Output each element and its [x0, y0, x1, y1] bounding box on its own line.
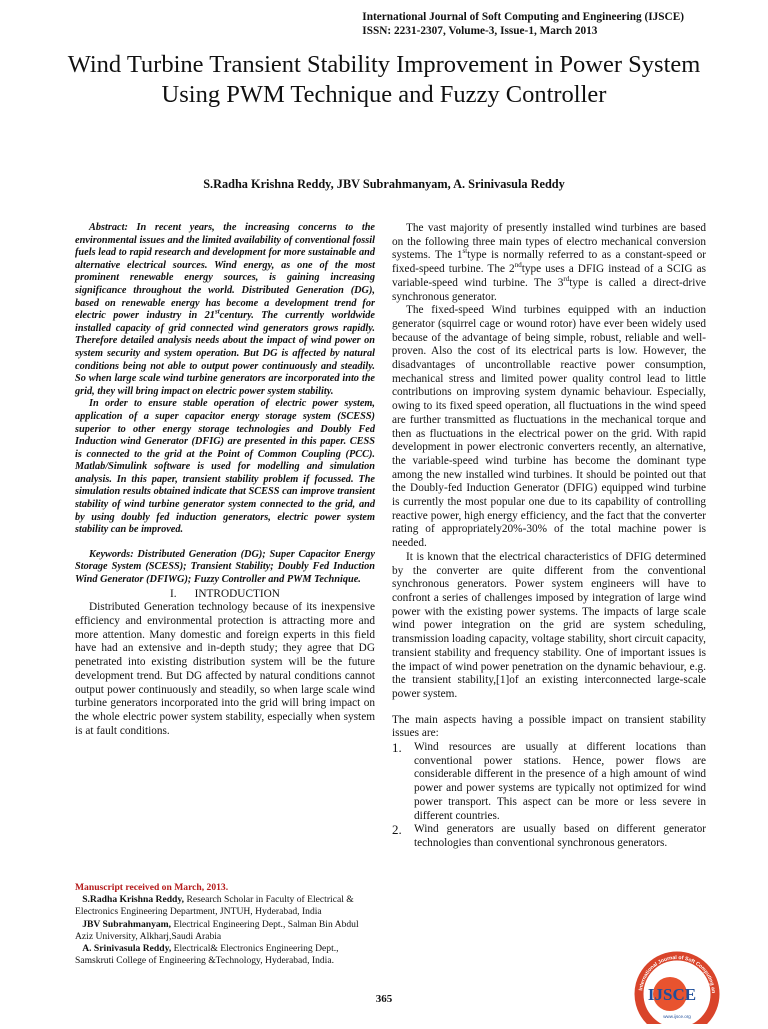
superscript: rd	[563, 275, 570, 284]
left-column	[75, 222, 375, 738]
logo-url: www.ijsce.org	[663, 1014, 691, 1019]
superscript: st	[462, 247, 468, 256]
right-column	[392, 222, 706, 851]
body-paragraph-4: The main aspects having a possible impact on transient stability issues are:	[392, 713, 706, 740]
logo-icon	[630, 948, 724, 1024]
impact-list	[392, 741, 706, 851]
footnote-author-1	[75, 894, 375, 918]
body-paragraph-3: It is known that the electrical characteristics of DFIG determined by the converter are quite different from the conventional synchronous generators. Power system engineers will have to confront a series of challenges imposed by integration of large wind power with the existing power systems. The impacts of large scale wind power integration on the grid are system scheduling, transmission loading capacity, voltage stability, short circuit capacity, transient stability and frequency stability. One of important issues is the impact of wind power penetration on the dynamic behaviour, e.g. the transient stability,[1]of an existing interconnected large-scale power system.	[392, 550, 706, 700]
footnote-author-3	[75, 943, 375, 967]
section-heading-introduction	[75, 588, 375, 602]
list-text: Wind generators are usually based on different generator technologies than conventional synchronous generators.	[414, 823, 706, 849]
list-number: 2.	[392, 822, 402, 838]
journal-header	[362, 10, 684, 38]
list-number: 1.	[392, 740, 402, 756]
section-title: INTRODUCTION	[194, 587, 280, 600]
intro-paragraph: Distributed Generation technology because of its inexpensive efficiency and environmental protection is attracting more and more attention. Many domestic and foreign experts in this field have had an extensive and in-depth study; they agree that DG penetrated into existing distribution system will be the future development trend. But DG affected by natural conditions cannot output power continuously and steadily, so when large scale wind turbine generators incorporated into the grid will bring impact on the whole electric power system stability, especially when system is at fault conditions.	[75, 601, 375, 737]
author-list: S.Radha Krishna Reddy, JBV Subrahmanyam, A. Srinivasula Reddy	[203, 177, 565, 191]
body-paragraph-2: The fixed-speed Wind turbines equipped with an induction generator (squirrel cage or wound rotor) have ever been widely used because of the advantage of being simple, robust, reliable and well-proven. Also the cost of its electrical parts is low. However, the disadvantages of uncontrollable reactive power consumption, mechanical stress and limited power quality control lead to little contributions on improving system dynamic behaviour. Especially, owing to its fixed speed operation, all fluctuations in the wind speed are further transmitted as fluctuations in the mechanical torque and then as fluctuations in the electrical power on the grid. With rapid development in power electronic converters recently, an alternative, the variable-speed wind turbine has become the dominant type among the new installed wind turbines. It should be pointed out that the Doubly-fed Induction Generator (DFIG) equipped wind turbine is currently the most popular one due to its capability of controlling reactive power, high energy efficiency, and the fact that the converter rating of appropriately20%-30% of the total machine power is needed.	[392, 304, 706, 550]
abstract-text: Abstract: In recent years, the increasing concerns to the environmental issues and the limited availability of conventional fossil fuels lead to rapid research and development for more sustainable and alternative electrical sources. Wind energy, as one of the most prominent renewable energy sources, is gaining increasing significance throughout the world. Distributed Generation (DG), based on renewable energy has become a development trend for electric power industry in 21	[75, 222, 375, 322]
abstract-paragraph	[75, 222, 375, 398]
superscript: st	[214, 307, 220, 316]
footnotes	[75, 882, 375, 967]
author-affiliation: Electrical& Electronics Engineering Dept., Samskruti College of Engineering &Technology, Hyderabad, India.	[75, 943, 339, 967]
author-affiliation: Electrical Engineering Dept., Salman Bin Abdul Aziz University, Alkharj,Saudi Arabia	[75, 918, 359, 942]
author-name: S.Radha Krishna Reddy,	[82, 894, 185, 906]
spacer	[392, 702, 706, 714]
journal-name: International Journal of Soft Computing and Engineering (IJSCE)	[362, 11, 684, 23]
page-number: 365	[375, 993, 393, 1005]
journal-issn: ISSN: 2231-2307, Volume-3, Issue-1, March 2013	[362, 25, 598, 37]
superscript: nd	[514, 261, 522, 270]
abstract-paragraph-2: In order to ensure stable operation of electric power system, application of a super capacitor energy storage system (SCESS) superior to other energy storage technologies and Doubly Fed Induction wind Generator (DFIG) are presented in this paper. CESS is connected to the grid at the Point of Common Coupling (PCC). Matlab/Simulink software is used for modelling and simulation analysis. In this paper, transient stability problem if focussed. The simulation results obtained indicate that SCESS can improve transient stability of wind turbine generator system connected to the grid, and by using doubly fed induction generators, electric power system stability can be improved.	[75, 398, 375, 536]
text-run: type uses a DFIG instead of a SCIG as variable-speed wind turbine. The 3	[392, 263, 707, 289]
author-name: A. Srinivasula Reddy,	[82, 943, 172, 955]
list-item	[392, 823, 706, 850]
logo-text: IJSCE	[647, 985, 697, 1004]
footnote-author-2	[75, 919, 375, 943]
section-number: I.	[170, 587, 177, 600]
author-name: JBV Subrahmanyam,	[82, 918, 172, 930]
text-run: The vast majority of presently installed wind turbines are based on the following three main types of electro mechanical conversion systems. The 1	[392, 222, 706, 262]
spacer	[75, 537, 375, 549]
keywords: Keywords: Distributed Generation (DG); Super Capacitor Energy Storage System (SCESS); Transient Stability; Doubly Fed Induction Wind Generator (DFIWG); Fuzzy Controller and PWM Technique.	[75, 548, 375, 586]
paper-title: Wind Turbine Transient Stability Improvement in Power System Using PWM Technique and Fuzzy Controller	[67, 51, 701, 108]
author-affiliation: Research Scholar in Faculty of Electrical & Electronics Engineering Department, JNTUH, Hyderabad, India	[75, 894, 354, 918]
manuscript-received: Manuscript received on March, 2013.	[75, 882, 229, 893]
abstract-text-end: century. The currently worldwide installed capacity of grid connected wind generators grows rapidly. Therefore detailed analysis needs about the impact of wind power on system security and system operation. But DG is affected by natural conditions being not able to output power continuously and steadily. So when large scale wind turbine generators are incorporated into the grid, they will bring impact on electric power system stability.	[75, 310, 375, 397]
text-run: type is called a direct-drive synchronous generator.	[392, 276, 706, 303]
list-text: Wind resources are usually at different locations than conventional power stations. Hence, power flows are considerable different in the presence of a high amount of wind power and power systems are typically not optimized for wind power transport. This aspect can be more or less severe in different countries.	[414, 741, 706, 822]
ijsce-logo	[630, 948, 724, 1024]
text-run: type is normally referred to as a constant-speed or fixed-speed turbine. The 2	[392, 249, 706, 276]
body-paragraph	[392, 222, 706, 304]
logo-ring-text: International Journal of Soft Computing an	[638, 954, 717, 994]
list-item	[392, 741, 706, 823]
